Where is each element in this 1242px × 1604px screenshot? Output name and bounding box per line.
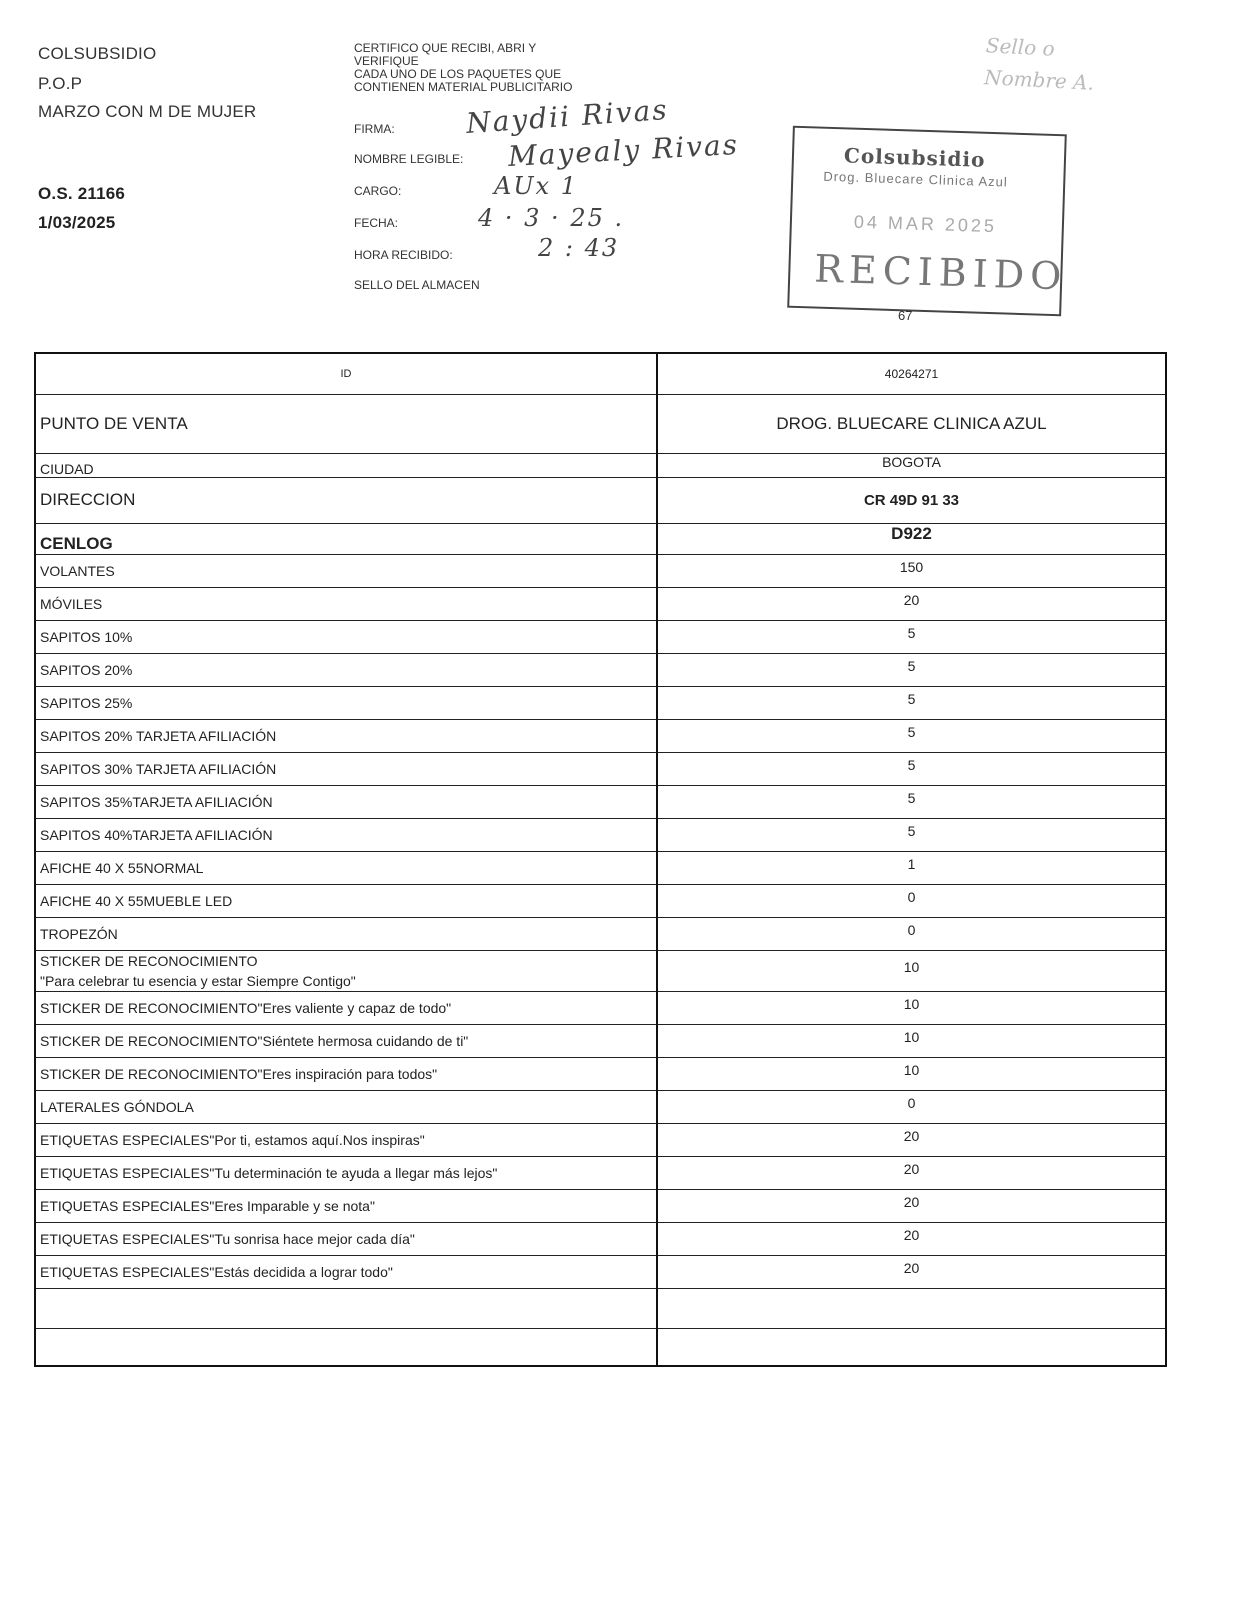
table-row-cenlog <box>35 523 1166 554</box>
item-label <box>35 884 657 917</box>
table-row <box>35 620 1166 653</box>
company-name: COLSUBSIDIO <box>38 44 157 63</box>
empty-cell <box>35 1288 657 1328</box>
table-row <box>35 1090 1166 1123</box>
item-quantity: 5 <box>657 686 1166 719</box>
item-quantity: 5 <box>657 785 1166 818</box>
order-number: O.S. 21166 <box>38 184 126 203</box>
point-of-sale-value: DROG. BLUECARE CLINICA AZUL <box>657 394 1166 453</box>
position-value: AUx 1 <box>494 172 578 200</box>
stamp-date: 04 MAR 2025 <box>853 211 998 237</box>
certification-line: VERIFIQUE <box>354 54 419 68</box>
table-row <box>35 851 1166 884</box>
item-label-text: ETIQUETAS ESPECIALES"Tu determinación te ayuda a llegar más lejos" <box>40 1164 498 1181</box>
table-row <box>35 653 1166 686</box>
table-row <box>35 1189 1166 1222</box>
city-value: BOGOTA <box>657 453 1166 477</box>
item-label <box>35 1090 657 1123</box>
item-quantity: 0 <box>657 917 1166 950</box>
item-label-text: SAPITOS 10% <box>40 628 133 645</box>
table-row <box>35 884 1166 917</box>
item-label <box>35 917 657 950</box>
pop-materials-table <box>34 352 1167 1367</box>
certification-line: CERTIFICO QUE RECIBI, ABRI Y <box>354 41 537 55</box>
item-quantity: 5 <box>657 719 1166 752</box>
item-label-text: SAPITOS 40%TARJETA AFILIACIÓN <box>40 826 273 843</box>
item-label-text: ETIQUETAS ESPECIALES"Eres Imparable y se nota" <box>40 1197 375 1214</box>
item-label <box>35 991 657 1024</box>
item-label <box>35 1255 657 1288</box>
table-row <box>35 1156 1166 1189</box>
table-row-address <box>35 477 1166 523</box>
table-row-point-of-sale <box>35 394 1166 453</box>
corner-note-line: Nombre A. <box>983 65 1095 95</box>
item-quantity: 10 <box>657 1024 1166 1057</box>
certification-line: CONTIENEN MATERIAL PUBLICITARIO <box>354 80 573 94</box>
table-row <box>35 554 1166 587</box>
date-label: FECHA: <box>354 216 399 230</box>
legible-name-label: NOMBRE LEGIBLE: <box>354 152 464 166</box>
item-label-text: STICKER DE RECONOCIMIENTO"Eres inspiración para todos" <box>40 1065 438 1082</box>
empty-cell <box>35 1328 657 1366</box>
table-row <box>35 785 1166 818</box>
time-received-value: 2 : 43 <box>538 234 620 262</box>
item-label <box>35 1123 657 1156</box>
table-row-city <box>35 453 1166 477</box>
item-label-text: SAPITOS 30% TARJETA AFILIACIÓN <box>40 760 277 777</box>
item-label-text: STICKER DE RECONOCIMIENTO"Siéntete hermosa cuidando de ti" <box>40 1032 469 1049</box>
id-value: 40264271 <box>657 353 1166 394</box>
city-label: CIUDAD <box>35 453 657 477</box>
empty-cell <box>657 1328 1166 1366</box>
item-label-text: SAPITOS 25% <box>40 694 133 711</box>
table-row <box>35 950 1166 991</box>
item-label <box>35 1057 657 1090</box>
stamp-status: RECIBIDO <box>813 246 1069 299</box>
item-quantity: 5 <box>657 752 1166 785</box>
item-label <box>35 1156 657 1189</box>
item-quantity: 5 <box>657 818 1166 851</box>
item-quantity: 20 <box>657 1156 1166 1189</box>
table-row <box>35 686 1166 719</box>
item-label-text: SAPITOS 35%TARJETA AFILIACIÓN <box>40 793 273 810</box>
table-row <box>35 752 1166 785</box>
legible-name-value: Mayealy Rivas <box>507 127 740 174</box>
table-row <box>35 1123 1166 1156</box>
item-quantity: 5 <box>657 653 1166 686</box>
item-label <box>35 752 657 785</box>
item-label-text: TROPEZÓN <box>40 925 118 942</box>
address-label: DIRECCION <box>35 477 657 523</box>
item-label-text: AFICHE 40 X 55MUEBLE LED <box>40 892 233 909</box>
item-label <box>35 620 657 653</box>
item-quantity: 20 <box>657 1123 1166 1156</box>
point-of-sale-label: PUNTO DE VENTA <box>35 394 657 453</box>
item-label-text: SAPITOS 20% <box>40 661 133 678</box>
table-row <box>35 1024 1166 1057</box>
item-quantity: 0 <box>657 884 1166 917</box>
signature-value: Naydii Rivas <box>465 92 670 141</box>
position-label: CARGO: <box>354 184 402 198</box>
item-quantity: 1 <box>657 851 1166 884</box>
item-label <box>35 686 657 719</box>
table-row <box>35 1222 1166 1255</box>
item-label <box>35 587 657 620</box>
cenlog-value: D922 <box>657 523 1166 554</box>
seal-label: SELLO DEL ALMACEN <box>354 278 480 292</box>
item-label-text: ETIQUETAS ESPECIALES"Tu sonrisa hace mejor cada día" <box>40 1230 415 1247</box>
item-quantity: 10 <box>657 1057 1166 1090</box>
item-label <box>35 653 657 686</box>
item-label-text: ETIQUETAS ESPECIALES"Estás decidida a lograr todo" <box>40 1263 393 1280</box>
cenlog-label: CENLOG <box>35 523 657 554</box>
item-label-text: STICKER DE RECONOCIMIENTO"Eres valiente y capaz de todo" <box>40 999 452 1016</box>
item-label-text: ETIQUETAS ESPECIALES"Por ti, estamos aquí.Nos inspiras" <box>40 1131 425 1148</box>
table-row <box>35 719 1166 752</box>
time-received-label: HORA RECIBIDO: <box>354 248 453 262</box>
empty-cell <box>657 1288 1166 1328</box>
item-label <box>35 851 657 884</box>
item-quantity: 20 <box>657 587 1166 620</box>
warehouse-stamp <box>787 126 1067 317</box>
table-row-id <box>35 353 1166 394</box>
item-label-text: AFICHE 40 X 55NORMAL <box>40 859 204 876</box>
item-label-text: VOLANTES <box>40 562 115 579</box>
item-label <box>35 1189 657 1222</box>
campaign-name: MARZO CON M DE MUJER <box>38 102 257 121</box>
item-quantity: 5 <box>657 620 1166 653</box>
address-value: CR 49D 91 33 <box>657 477 1166 523</box>
item-quantity: 20 <box>657 1189 1166 1222</box>
empty-table-row <box>35 1288 1166 1328</box>
certification-line: CADA UNO DE LOS PAQUETES QUE <box>354 67 562 81</box>
empty-table-row <box>35 1328 1166 1366</box>
page-number: 67 <box>898 308 913 323</box>
item-quantity: 0 <box>657 1090 1166 1123</box>
document-date: 1/03/2025 <box>38 213 116 232</box>
corner-handwritten-note <box>983 29 1096 99</box>
date-value: 4 · 3 · 25 . <box>478 204 625 232</box>
item-label <box>35 950 657 991</box>
item-quantity: 10 <box>657 950 1166 991</box>
item-quantity: 10 <box>657 991 1166 1024</box>
item-label-text: SAPITOS 20% TARJETA AFILIACIÓN <box>40 727 277 744</box>
table-row <box>35 991 1166 1024</box>
table-row <box>35 587 1166 620</box>
table-row <box>35 818 1166 851</box>
signature-label: FIRMA: <box>354 122 395 136</box>
corner-note-line: Sello o <box>985 33 1056 61</box>
item-quantity: 20 <box>657 1255 1166 1288</box>
table-row <box>35 917 1166 950</box>
item-label <box>35 554 657 587</box>
item-label-text: MÓVILES <box>40 595 103 612</box>
id-label: ID <box>35 353 657 394</box>
table-row <box>35 1255 1166 1288</box>
item-label <box>35 719 657 752</box>
item-quantity: 20 <box>657 1222 1166 1255</box>
item-label <box>35 785 657 818</box>
stamp-store-line: Drog. Bluecare Clinica Azul <box>823 168 1009 190</box>
item-label-text: STICKER DE RECONOCIMIENTO <box>40 952 258 969</box>
program-name: P.O.P <box>38 74 83 93</box>
item-label <box>35 818 657 851</box>
item-label <box>35 1222 657 1255</box>
table-row <box>35 1057 1166 1090</box>
item-label-subtext: "Para celebrar tu esencia y estar Siempre Contigo" <box>40 972 356 989</box>
item-label-text: LATERALES GÓNDOLA <box>40 1098 194 1115</box>
stamp-brand: Colsubsidio <box>843 143 986 172</box>
item-quantity: 150 <box>657 554 1166 587</box>
certification-statement <box>354 42 572 94</box>
item-label <box>35 1024 657 1057</box>
